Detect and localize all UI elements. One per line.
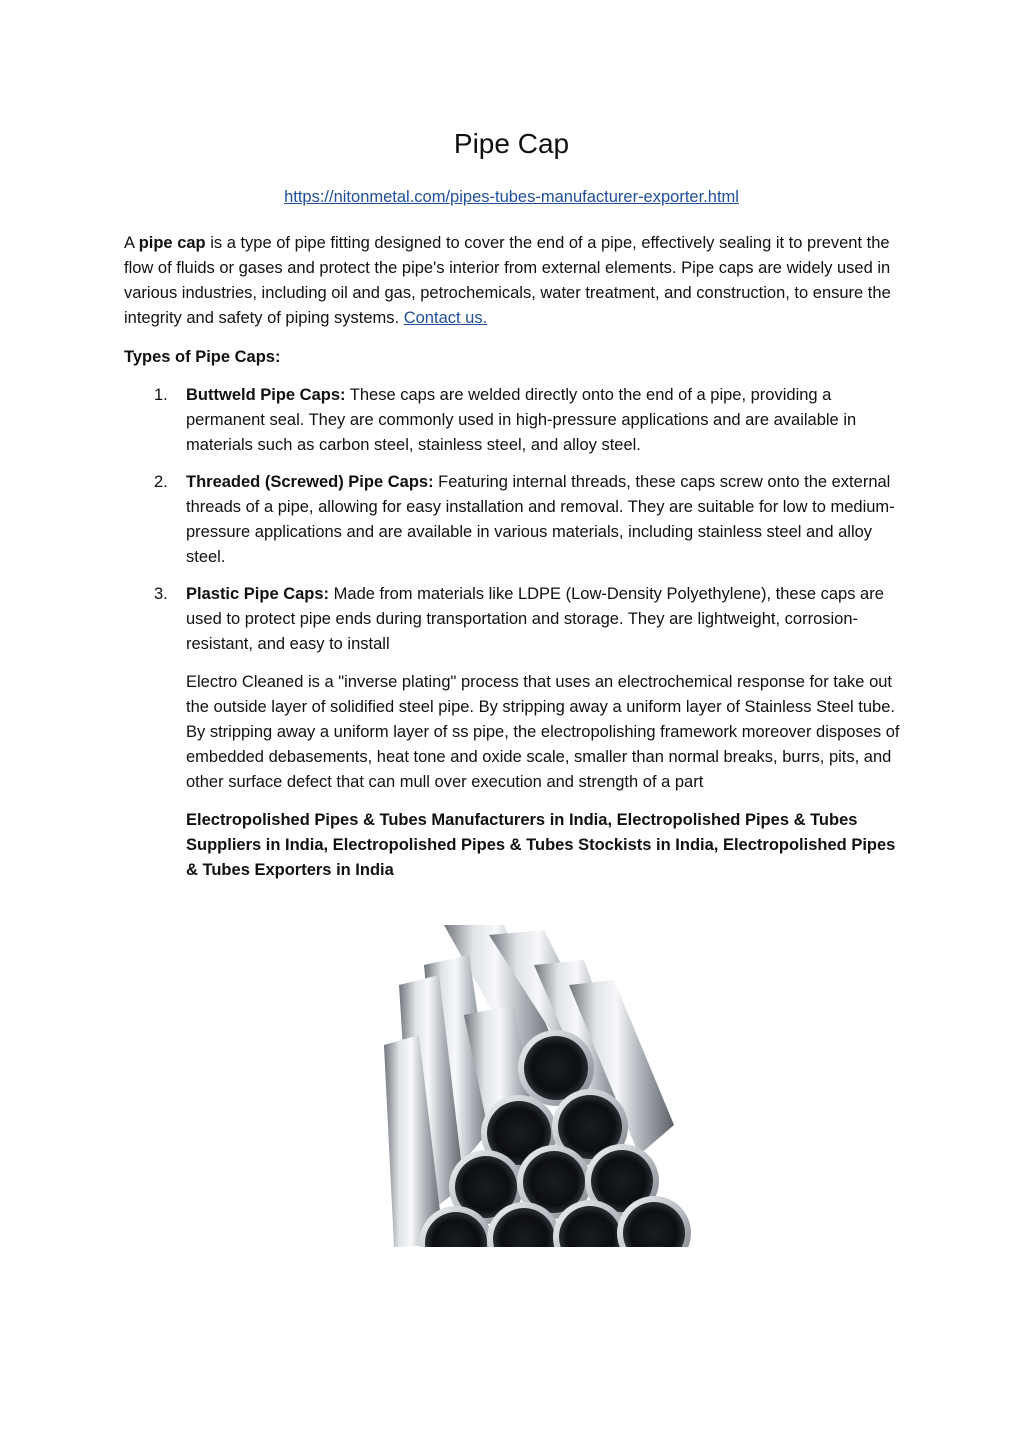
list-item-description: Featuring internal threads, these caps screw onto the external threads of a pipe, allowing for easy installation and removal. They are suitable for low to medium-pressure applications and are available in various materials, including stainless steel and alloy steel.: [186, 473, 895, 566]
pipe-cap-types-list: [124, 383, 906, 895]
list-item-text: [186, 470, 906, 570]
list-item-buttweld: [124, 383, 906, 458]
list-item-label: Buttweld Pipe Caps:: [186, 386, 346, 404]
intro-bold-term: pipe cap: [138, 234, 206, 252]
list-item-threaded: [124, 470, 906, 570]
intro-paragraph: [124, 231, 906, 331]
page-title: Pipe Cap: [453, 128, 570, 159]
electropolished-keywords-paragraph: Electropolished Pipes & Tubes Manufacturers in India, Electropolished Pipes & Tubes Suppliers in India, Electropolished Pipes & Tubes Stockists in India, Electropolished Pipes & Tubes Exporters in India: [186, 811, 896, 879]
list-item-description: Made from materials like LDPE (Low-Density Polyethylene), these caps are used to protect pipe ends during transportation and storage. They are lightweight, corrosion-resistant, and easy to install: [186, 585, 884, 653]
list-item-text: [186, 383, 906, 458]
list-item-label: Plastic Pipe Caps:: [186, 585, 330, 603]
list-item-plastic: [124, 582, 906, 883]
list-item-label: Threaded (Screwed) Pipe Caps:: [186, 473, 434, 491]
list-item-text: [186, 582, 906, 657]
contact-us-link[interactable]: Contact us.: [403, 309, 488, 327]
types-heading: Types of Pipe Caps:: [124, 348, 281, 366]
stacked-steel-pipes-image: [384, 925, 704, 1247]
intro-text-body: is a type of pipe fitting designed to cover the end of a pipe, effectively sealing it to prevent the flow of fluids or gases and protect the pipe's interior from external elements. Pipe caps are widely used in various industries, including oil and gas, petrochemicals, water treatment, and construction, to ensure the integrity and safety of piping systems.: [124, 234, 891, 327]
manufacturer-url-link[interactable]: https://nitonmetal.com/pipes-tubes-manufacturer-exporter.html: [284, 188, 739, 206]
list-number: 1.: [154, 386, 168, 404]
list-item-description: These caps are welded directly onto the end of a pipe, providing a permanent seal. They are commonly used in high-pressure applications and are available in materials such as carbon steel, stainless steel, and alloy steel.: [186, 386, 857, 454]
list-number: 2.: [154, 473, 168, 491]
list-number: 3.: [154, 585, 168, 603]
intro-text-start: A: [124, 234, 139, 252]
electropolishing-paragraph: Electro Cleaned is a "inverse plating" process that uses an electrochemical response for take out the outside layer of solidified steel pipe. By stripping away a uniform layer of Stainless Steel tube. By stripping away a uniform layer of ss pipe, the electropolishing framework moreover disposes of embedded debasements, heat tone and oxide scale, smaller than normal breaks, burrs, pits, and other surface defect that can mull over execution and strength of a part: [186, 673, 900, 791]
